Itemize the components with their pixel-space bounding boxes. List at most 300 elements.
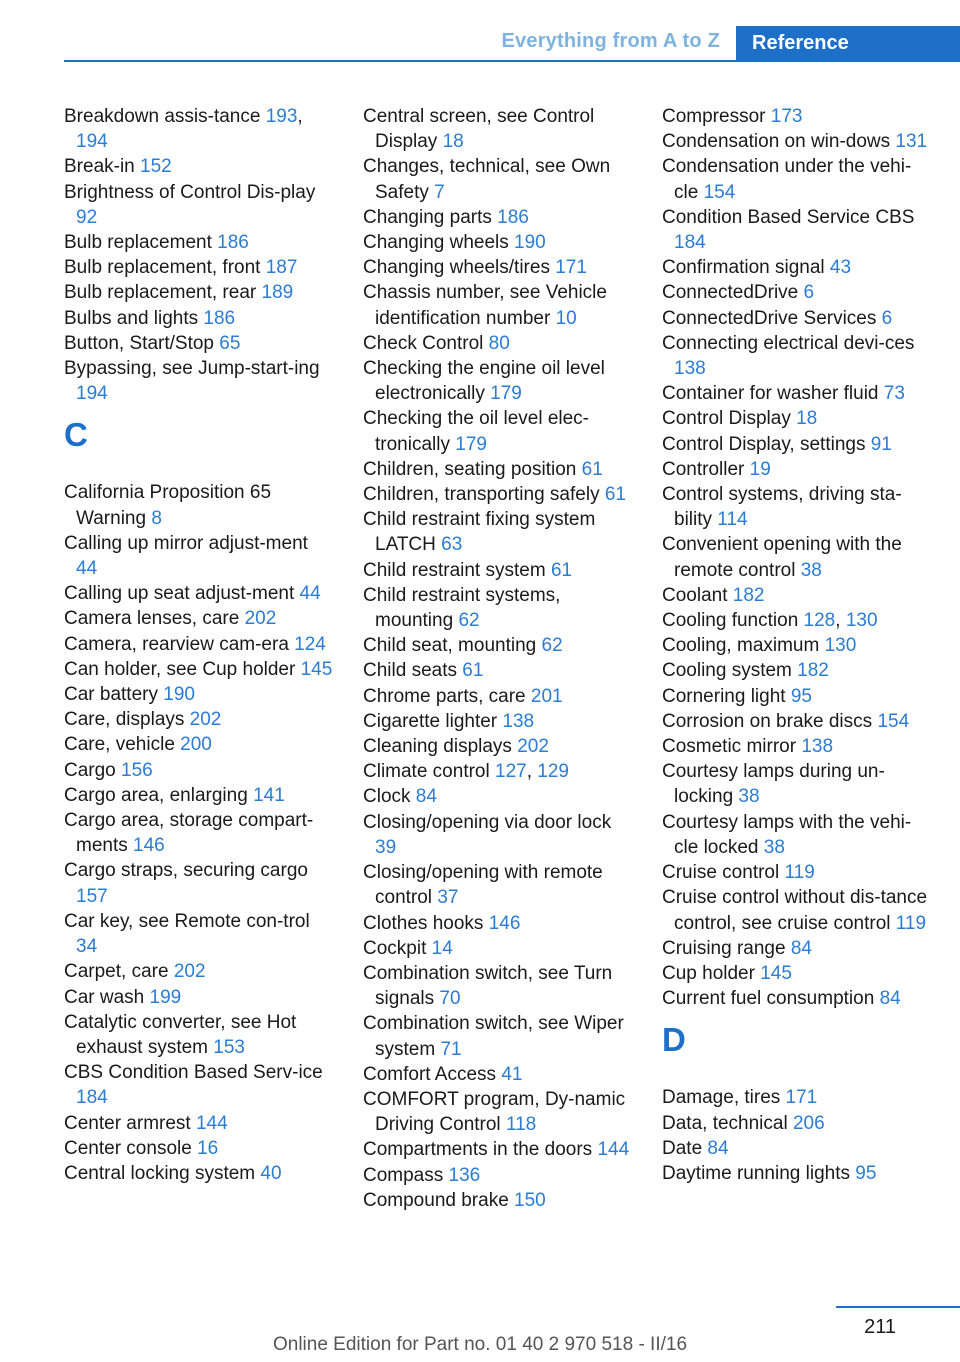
index-entry [662,129,932,154]
page-reference-link[interactable]: 6 [881,307,893,329]
index-entry [363,406,633,456]
page-reference-link[interactable]: 40 [260,1162,282,1184]
index-entry-term: Condensation under the vehi-cle [662,156,912,203]
index-entry [363,1062,633,1087]
page-reference-link[interactable]: 95 [855,1162,877,1184]
page-reference-link[interactable]: 157 [76,885,108,907]
index-entry [662,608,932,633]
page-reference-link[interactable]: 189 [261,282,294,304]
index-entry-term: Cooling, maximum [662,635,825,657]
index-entry [363,1188,633,1213]
page-reference-link[interactable]: 124 [294,633,326,655]
page-separator: , [835,610,846,632]
index-entry [64,632,334,657]
page-reference-link[interactable]: 200 [180,734,212,756]
index-entry-term: Damage, tires [662,1087,786,1109]
index-entry [662,936,932,961]
index-entry [363,280,633,330]
page-reference-link[interactable]: 184 [674,232,706,254]
index-entry-term: Condensation on win-dows [662,131,896,153]
index-entry-term: Controller [662,458,750,480]
page-reference-link[interactable]: 190 [163,684,195,706]
index-entry [64,758,334,783]
index-entry [662,255,932,280]
index-entry-term: Calling up mirror adjust-ment [64,532,308,554]
page-reference-link[interactable]: 146 [133,835,165,857]
index-entry-term: Child restraint system [363,559,551,581]
index-entry-term: ConnectedDrive Services [662,307,882,329]
index-entry-term: Child restraint fixing system LATCH [363,509,596,556]
index-entry [662,331,932,381]
page-reference-link[interactable]: 84 [415,786,437,808]
page-reference-link[interactable]: 7 [434,181,445,203]
index-entry-term: Closing/opening with remote control [363,862,603,909]
index-entry-term: Care, vehicle [64,734,181,756]
section-title: Everything from A to Z [501,30,720,52]
page-reference-link[interactable]: 144 [597,1139,630,1161]
index-entry [363,709,633,734]
index-entry-term: Center armrest [64,1112,196,1134]
index-entry [662,684,932,709]
page-reference-link[interactable]: 16 [197,1137,219,1159]
index-entry [662,810,932,860]
page-reference-link[interactable]: 190 [514,232,546,254]
index-column-3 [662,104,932,1186]
index-entry [64,707,334,732]
index-entry-term: Cup holder [662,962,761,984]
index-entry [662,532,932,582]
page-reference-link[interactable]: 199 [149,986,182,1008]
page-reference-link[interactable]: 34 [76,936,98,958]
index-entry [64,1111,334,1136]
page-reference-link[interactable]: 186 [203,307,236,329]
index-entry [662,759,932,809]
page-reference-link[interactable]: 130 [845,610,878,632]
index-entry-term: Climate control [363,761,495,783]
index-entry-term: Convenient opening with the remote control [662,534,902,581]
index-entry [64,356,334,406]
page-reference-link[interactable]: 138 [801,736,834,758]
index-entry-term: Central screen, see Control Display [363,106,595,153]
index-entry [64,985,334,1010]
index-entry [662,280,932,305]
index-entry [64,1136,334,1161]
index-entry [363,1137,633,1162]
index-entry [64,657,334,682]
index-entry [64,531,334,581]
index-entry-term: Compartments in the doors [363,1139,598,1161]
page-reference-link[interactable]: 144 [195,1112,228,1134]
page-reference-link[interactable]: 91 [870,433,892,455]
page-reference-link[interactable]: 62 [458,610,480,632]
index-entry-term: Car wash [64,986,150,1008]
index-entry-term: Control systems, driving sta-bility [662,484,902,531]
index-entry-term: Child seat, mounting [363,635,542,657]
index-entry-term: Confirmation signal [662,257,830,279]
index-entry [64,154,334,179]
index-entry-term: Can holder, see Cup holder [64,658,301,680]
index-entry [363,1087,633,1137]
index-entry-term: Bulb replacement, rear [64,282,262,304]
index-entry [64,858,334,908]
index-entry-term: Combination switch, see Wiper system [363,1013,624,1060]
page-reference-link[interactable]: 136 [448,1164,481,1186]
index-entry-term: Car key, see Remote con-trol [64,910,310,932]
index-entry [363,457,633,482]
page-reference-link[interactable]: 179 [455,433,487,455]
page-reference-link[interactable]: 73 [883,383,905,405]
index-entry-term: Connecting electrical devi-ces [662,332,915,354]
index-entry-term: California Proposition 65 Warning [64,482,272,529]
index-letter-heading: C [64,416,88,454]
index-entry [64,480,334,530]
page-reference-link[interactable]: 193 [265,106,298,127]
page-reference-link[interactable]: 38 [738,786,760,808]
index-entry-term: Cargo [64,759,122,781]
page-reference-link[interactable]: 145 [760,962,792,984]
header-rule [64,60,960,62]
index-entry-term: Data, technical [662,1112,793,1134]
index-entry [363,911,633,936]
index-entry-term: Combination switch, see Turn signals [363,962,613,1010]
page-reference-link[interactable]: 6 [803,282,815,304]
footer-rule [836,1306,960,1308]
page-reference-link[interactable]: 95 [790,685,812,707]
page-reference-link[interactable]: 202 [173,961,206,983]
index-letter-heading: D [662,1021,686,1059]
index-entry [662,482,932,532]
index-entry-term: Car battery [64,684,164,706]
index-entry-term: Checking the oil level elec-tronically [363,408,590,455]
index-entry [363,356,633,406]
page-reference-link[interactable]: 131 [895,131,928,153]
index-entry-term: Changes, technical, see Own Safety [363,156,611,203]
index-entry-term: Changing wheels [363,232,515,254]
index-entry-term: Button, Start/Stop [64,332,220,354]
page-reference-link[interactable]: 84 [790,937,812,959]
page-reference-link[interactable]: 84 [707,1137,729,1159]
index-entry [64,808,334,858]
index-entry-term: Breakdown assis-tance [64,106,266,127]
page-reference-link[interactable]: 62 [541,635,563,657]
index-entry [64,606,334,631]
index-entry [363,1011,633,1061]
index-entry-term: Clothes hooks [363,912,489,934]
page-reference-link[interactable]: 37 [437,887,459,909]
index-entry-term: Brightness of Control Dis-play [64,181,316,203]
index-entry [662,961,932,986]
index-entry [662,583,932,608]
index-entry-term: Cruising range [662,937,791,959]
index-entry-term: Bulb replacement, front [64,257,266,279]
page-reference-link[interactable]: 202 [189,709,222,731]
index-entry-term: Children, transporting safely [363,484,605,506]
index-entry [363,558,633,583]
index-entry-term: Date [662,1137,708,1159]
index-entry [662,381,932,406]
index-entry-term: Cornering light [662,685,791,707]
index-entry-term: Courtesy lamps during un-locking [662,761,885,808]
index-entry-term: Changing parts [363,206,498,228]
page-reference-link[interactable]: 182 [797,660,829,682]
page-reference-link[interactable]: 184 [76,1087,108,1109]
page-reference-link[interactable]: 202 [517,736,549,758]
page-reference-link[interactable]: 41 [501,1063,523,1085]
index-entry [64,280,334,305]
page-reference-link[interactable]: 206 [792,1112,825,1134]
index-entry [363,860,633,910]
page-reference-link[interactable]: 138 [502,710,535,732]
index-entry-term: Cockpit [363,937,432,959]
index-entry-term: CBS Condition Based Serv-ice [64,1062,323,1084]
index-entry [64,783,334,808]
page-reference-link[interactable]: 156 [121,759,153,781]
page-reference-link[interactable]: 92 [76,206,98,228]
page-reference-link[interactable]: 71 [440,1038,462,1060]
index-entry-term: Camera lenses, care [64,608,245,630]
page-reference-link[interactable]: 114 [717,509,748,531]
index-entry [363,961,633,1011]
index-entry-term: Compass [363,1164,449,1186]
page-separator: , [297,106,303,127]
index-entry [64,909,334,959]
index-entry-term: Current fuel consumption [662,988,880,1010]
index-entry-term: Child seats [363,660,463,682]
page-reference-link[interactable]: 130 [824,635,857,657]
index-entry [64,230,334,255]
page-reference-link[interactable]: 63 [441,534,463,556]
index-entry [363,104,633,154]
index-entry-term: Bulb replacement [64,232,218,254]
page-reference-link[interactable]: 39 [375,836,397,858]
index-entry-term: Center console [64,1137,198,1159]
index-entry-term: Check Control [363,332,489,354]
page-reference-link[interactable]: 65 [219,332,241,354]
index-entry [64,306,334,331]
index-entry-term: Camera, rearview cam-era [64,633,295,655]
index-entry-term: Cargo area, storage compart-ments [64,810,314,857]
index-entry [662,432,932,457]
index-entry-term: Chassis number, see Vehicle identification number [363,282,607,329]
page-reference-link[interactable]: 18 [442,131,464,153]
index-entry [64,180,334,230]
index-entry-term: Cleaning displays [363,736,518,758]
page-reference-link[interactable]: 194 [76,383,108,405]
index-entry-term: Chrome parts, care [363,685,531,707]
index-entry-term: Cruise control without dis-tance control, see cruise control [662,887,928,934]
index-entry-term: Courtesy lamps with the vehi-cle locked [662,811,912,858]
index-entry [64,581,334,606]
page-reference-link[interactable]: 173 [770,106,803,127]
page-reference-link[interactable]: 138 [674,358,706,380]
page-reference-link[interactable]: 61 [581,458,603,480]
index-entry [363,734,633,759]
index-entry [64,1060,334,1110]
index-entry-term: Clock [363,786,416,808]
page-reference-link[interactable]: 153 [213,1036,245,1058]
index-entry [64,331,334,356]
index-entry-term: Compound brake [363,1189,515,1211]
page-reference-link[interactable]: 61 [462,660,484,682]
index-entry-term: Catalytic converter, see Hot exhaust system [64,1011,297,1058]
index-entry-term: Cargo area, enlarging [64,784,254,806]
page-reference-link[interactable]: 84 [879,988,901,1010]
page-separator: , [526,761,538,783]
index-entry-term: Bypassing, see Jump-start-ing [64,358,320,380]
index-entry-term: Bulbs and lights [64,307,204,329]
page-reference-link[interactable]: 119 [895,912,927,934]
index-entry [363,1163,633,1188]
page-reference-link[interactable]: 80 [488,332,510,354]
index-entry [662,1111,932,1136]
index-entry [363,784,633,809]
index-entry [64,255,334,280]
index-entry-term: Closing/opening via door lock [363,811,612,833]
index-entry [363,482,633,507]
page-reference-link[interactable]: 202 [244,608,277,630]
page-reference-link[interactable]: 61 [604,484,626,506]
index-entry-term: Cooling system [662,660,798,682]
page-reference-link[interactable]: 129 [537,761,569,783]
index-entry [662,709,932,734]
index-entry-term: COMFORT program, Dy-namic Driving Control [363,1088,626,1136]
page-reference-link[interactable]: 38 [763,836,785,858]
page-reference-link[interactable]: 154 [877,710,910,732]
index-entry-term: Cosmetic mirror [662,736,802,758]
page-reference-link[interactable]: 44 [299,583,321,605]
page-reference-link[interactable]: 18 [796,408,818,430]
index-entry-term: Condition Based Service CBS [662,206,915,228]
page-reference-link[interactable]: 43 [829,257,852,279]
page-reference-link[interactable]: 152 [140,156,172,178]
index-entry [363,507,633,557]
index-column-2 [363,104,633,1213]
page-reference-link[interactable]: 171 [555,257,587,279]
index-entry [363,658,633,683]
page-reference-link[interactable]: 19 [749,458,771,480]
index-entry [662,986,932,1011]
index-entry [662,1085,932,1110]
index-entry-term: Corrosion on brake discs [662,710,878,732]
index-entry-term: Cooling function [662,610,804,632]
page-reference-link[interactable]: 70 [439,988,461,1010]
page-reference-link[interactable]: 118 [505,1114,537,1136]
index-entry [363,205,633,230]
index-entry-term: Comfort Access [363,1063,502,1085]
index-entry-term: Coolant [662,584,733,606]
index-entry [64,1010,334,1060]
index-entry [363,759,633,784]
page-reference-link[interactable]: 146 [488,912,521,934]
index-entry-term: Cruise control [662,862,785,884]
index-entry [662,457,932,482]
index-entry [64,682,334,707]
index-entry [662,734,932,759]
page-reference-link[interactable]: 145 [300,658,333,680]
index-entry [662,658,932,683]
index-entry-term: Central locking system [64,1162,261,1184]
index-entry [64,959,334,984]
index-entry [363,810,633,860]
index-entry-term: Control Display, settings [662,433,871,455]
page-reference-link[interactable]: 150 [514,1189,546,1211]
index-entry [662,860,932,885]
index-entry [363,255,633,280]
index-entry [662,154,932,204]
page-reference-link[interactable]: 128 [803,610,836,632]
index-column-1 [64,104,334,1186]
page-reference-link[interactable]: 186 [497,206,529,228]
reference-tab: Reference [736,26,960,62]
index-entry [363,331,633,356]
index-entry [64,1161,334,1186]
page-reference-link[interactable]: 61 [550,559,573,581]
index-entry-term: Carpet, care [64,961,174,983]
index-entry [662,885,932,935]
page-reference-link[interactable]: 187 [265,257,298,279]
index-entry-term: Changing wheels/tires [363,257,556,279]
page-header [64,0,960,62]
index-entry [662,633,932,658]
index-entry-term: Calling up seat adjust-ment [64,583,300,605]
page-reference-link[interactable]: 10 [555,307,577,329]
index-entry [363,154,633,204]
page-reference-link[interactable]: 201 [530,685,563,707]
page-reference-link[interactable]: 38 [800,559,822,581]
edition-footer: Online Edition for Part no. 01 40 2 970 518 - II/16 [272,1334,688,1355]
index-entry [363,633,633,658]
index-entry-term: Care, displays [64,709,190,731]
page-reference-link[interactable]: 119 [784,862,815,884]
index-entry [662,306,932,331]
page-reference-link[interactable]: 194 [76,131,108,153]
index-entry-term: Break-in [64,156,141,178]
index-entry-term: ConnectedDrive [662,282,804,304]
index-entry-term: Compressor [662,106,771,127]
index-entry-term: Child restraint systems, mounting [363,584,561,632]
index-entry-term: Cargo straps, securing cargo [64,860,308,882]
index-entry [662,1161,932,1186]
page-reference-link[interactable]: 127 [495,761,527,783]
page-reference-link[interactable]: 8 [151,507,162,529]
page-reference-link[interactable]: 182 [732,584,765,606]
index-entry [662,104,932,129]
index-entry-term: Container for washer fluid [662,383,884,405]
page-reference-link[interactable]: 171 [785,1087,818,1109]
index-entry [363,936,633,961]
index-entry-term: Children, seating position [363,458,582,480]
index-entry [662,205,932,255]
page-reference-link[interactable]: 186 [217,232,249,254]
index-entry [64,732,334,757]
page-reference-link[interactable]: 44 [76,558,98,580]
index-entry [662,1136,932,1161]
index-entry-term: Control Display [662,408,797,430]
page-reference-link[interactable]: 14 [431,937,453,959]
page-number: 211 [864,1316,896,1338]
index-entry [363,684,633,709]
page-reference-link[interactable]: 154 [703,181,736,203]
index-entry [363,230,633,255]
index-entry-term: Daytime running lights [662,1162,856,1184]
page-reference-link[interactable]: 179 [490,383,522,405]
page-reference-link[interactable]: 141 [253,784,285,806]
index-entry-term: Cigarette lighter [363,710,503,732]
index-entry [64,104,334,154]
index-entry [363,583,633,633]
index-entry [662,406,932,431]
index-entry-term: Checking the engine oil level electronically [363,358,605,405]
